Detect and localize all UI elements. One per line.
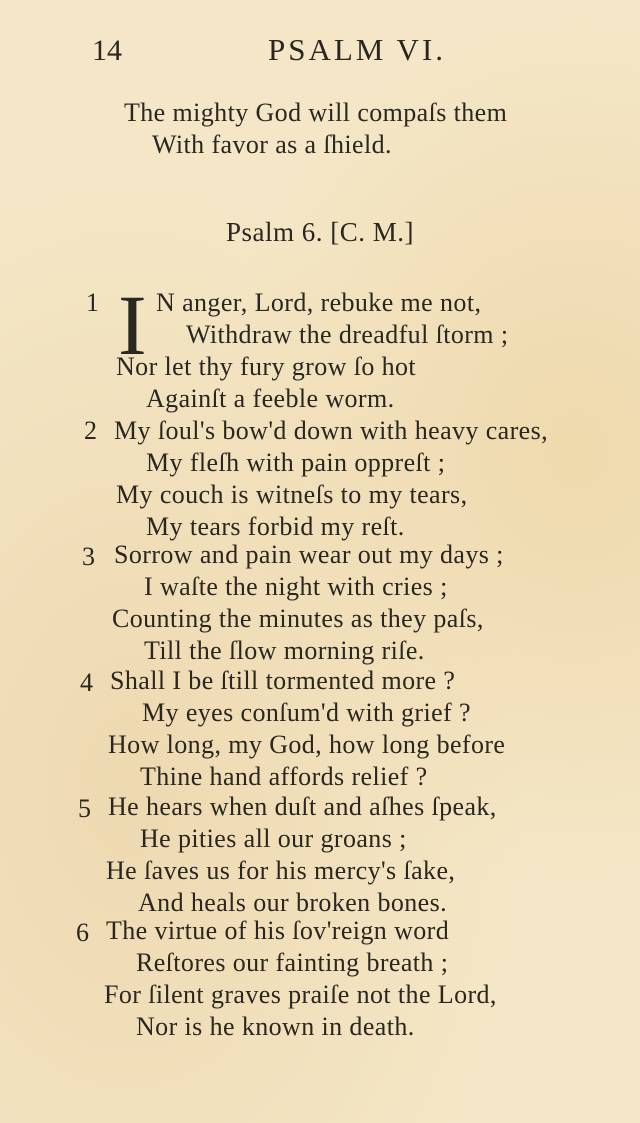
verse-line: He hears when duſt and aſhes ſpeak,: [108, 792, 497, 821]
verse-line: Reſtores our fainting breath ;: [136, 948, 449, 977]
verse-line: My fleſh with pain oppreſt ;: [146, 448, 446, 477]
verse-line: Withdraw the dreadful ſtorm ;: [186, 320, 509, 349]
stanza-number: 2: [84, 416, 97, 445]
verse-line: And heals our broken bones.: [138, 888, 448, 917]
verse-line: How long, my God, how long before: [108, 730, 506, 759]
page-number: 14: [92, 34, 122, 67]
verse-line: Againſt a feeble worm.: [146, 384, 395, 413]
verse-line: He ſaves us for his mercy's ſake,: [106, 856, 456, 885]
verse-line: N anger, Lord, rebuke me not,: [156, 288, 482, 317]
verse-line: My eyes conſum'd with grief ?: [142, 698, 471, 727]
verse-line: Thine hand affords relief ?: [140, 762, 428, 791]
verse-line: The virtue of his ſov'reign word: [106, 916, 450, 945]
verse-line: Till the ſlow morning riſe.: [144, 636, 425, 665]
verse-line: Nor let thy fury grow ſo hot: [116, 352, 417, 381]
psalm-title: Psalm 6. [C. M.]: [226, 217, 415, 247]
drop-cap: I: [118, 277, 147, 373]
verse-line: Nor is he known in death.: [136, 1012, 415, 1041]
running-head: PSALM VI.: [268, 32, 447, 67]
stanza-number: 3: [82, 542, 95, 571]
verse-line: For ſilent graves praiſe not the Lord,: [104, 980, 497, 1009]
stanza-number: 5: [78, 794, 91, 823]
carryover-line: With favor as a ſhield.: [152, 130, 392, 159]
stanza-number: 6: [76, 918, 89, 947]
verse-line: Sorrow and pain wear out my days ;: [114, 540, 504, 569]
verse-line: Counting the minutes as they paſs,: [112, 604, 484, 633]
carryover-line: The mighty God will compaſs them: [124, 98, 508, 127]
stanza-number: 4: [80, 668, 93, 697]
verse-line: My couch is witneſs to my tears,: [116, 480, 468, 509]
verse-line: My ſoul's bow'd down with heavy cares,: [114, 416, 549, 445]
verse-line: Shall I be ſtill tormented more ?: [110, 666, 456, 695]
verse-line: He pities all our groans ;: [140, 824, 407, 853]
stanza-number: 1: [86, 288, 99, 317]
verse-line: I waſte the night with cries ;: [144, 572, 448, 601]
verse-line: My tears forbid my reſt.: [146, 512, 405, 541]
